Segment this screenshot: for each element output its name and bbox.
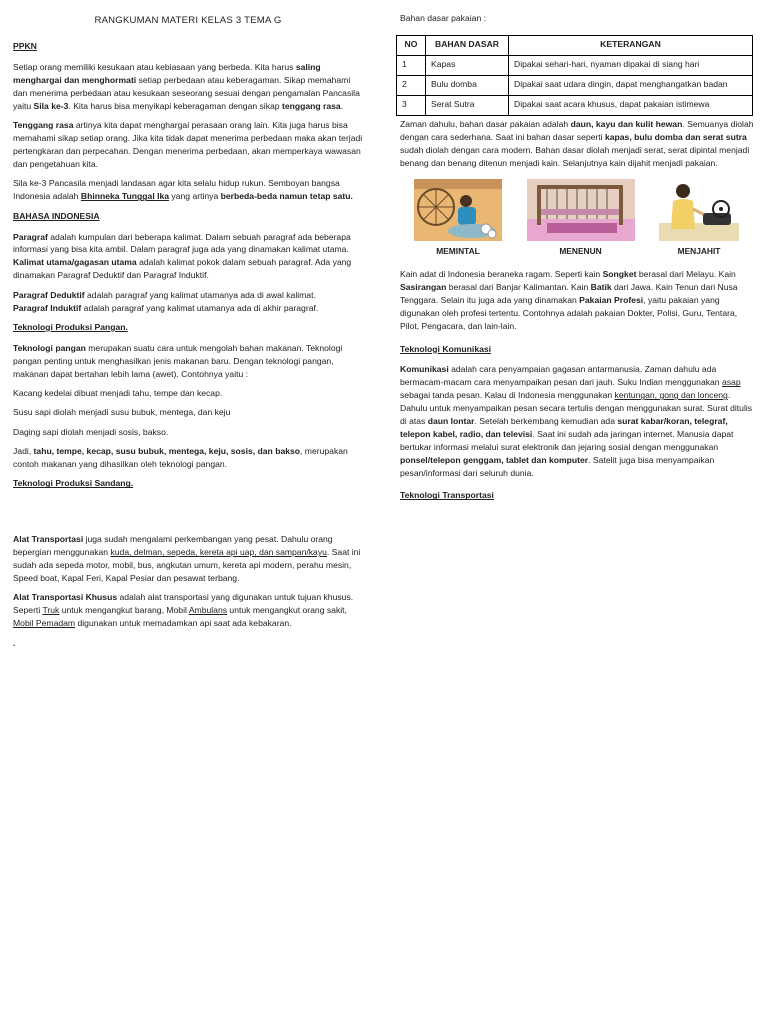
illustration-menenun bbox=[527, 179, 635, 258]
pangan-heading: Teknologi Produksi Pangan. bbox=[13, 321, 128, 332]
process-illustrations bbox=[414, 179, 739, 258]
table-cell: Dipakai saat acara khusus, dapat pakaian istimewa bbox=[509, 95, 753, 115]
sandang-heading: Teknologi Produksi Sandang. bbox=[13, 478, 134, 489]
table-cell: Dipakai sehari-hari, nyaman dipakai di siang hari bbox=[509, 55, 753, 75]
table-header-row bbox=[397, 35, 753, 55]
transport-paragraph-2: Alat Transportasi Khusus adalah alat transportasi yang digunakan untuk tujuan khusus. Seperti Truk untuk mengangkut barang, Mobil Ambulans untuk mengangkut orang sakit, Mobil Pemadam digunakan untuk memadamkan api saat ada kebakaran. bbox=[13, 592, 354, 629]
bahan-paragraph-1: Zaman dahulu, bahan dasar pakaian adalah daun, kayu dan kulit hewan. Semuanya diolah dengan cara sederhana. Saat ini bahan dasar seperti kapas, bulu domba dan serat sutra sudah diolah dengan cara modern. Bahan dasar diolah menjadi serat, serat dipintal menjadi benang dan benang ditenun menjadi kain. Selanjutnya kain dijahit menjadi pakaian. bbox=[400, 118, 754, 168]
table-cell: Kapas bbox=[426, 55, 509, 75]
table-row bbox=[397, 95, 753, 115]
caption-memintal: MEMINTAL bbox=[436, 246, 480, 257]
left-column bbox=[13, 12, 363, 649]
pangan-example-3: Daging sapi diolah menjadi sosis, bakso. bbox=[13, 426, 169, 437]
pangan-paragraph-2: Jadi, tahu, tempe, kecap, susu bubuk, mentega, keju, sosis, dan bakso, merupakan contoh makanan yang dihasilkan oleh teknologi pangan. bbox=[13, 446, 348, 470]
pangan-example-2: Susu sapi diolah menjadi susu bubuk, mentega, dan keju bbox=[13, 407, 231, 418]
komunikasi-paragraph: Komunikasi adalah cara penyampaian gagasan antarmanusia. Zaman dahulu ada bermacam-macam cara menyampaikan pesan dari jauh. Suku Indian menggunakan asap sebagai tanda pesan. Kalau di Indonesia menggunakan kentungan, gong dan lonceng. Dahulu untuk menyampaikan pesan secara tertulis dengan menggunakan surat. Surat ditulis di atas daun lontar. Setelah berkembang kemudian ada surat kabar/koran, telegraf, telepon kabel, radio, dan televisi. Saat ini sudah ada jaringan internet. Manusia dapat bertukar informasi melalui surat elektronik dan jejaring sosial dengan menggunakan ponsel/telepon genggam, tablet dan komputer. Satelit juga bisa menyampaikan pesan/informasi dari seluruh dunia. bbox=[400, 364, 753, 478]
pangan-example-1: Kacang kedelai dibuat menjadi tahu, tempe dan kecap. bbox=[13, 387, 223, 398]
illustration-memintal bbox=[414, 179, 502, 258]
bahasa-paragraph-2: Paragraf Deduktif adalah paragraf yang kalimat utamanya ada di awal kalimat. Paragraf Induktif adalah paragraf yang kalimat utamanya ada di akhir paragraf. bbox=[13, 289, 319, 313]
table-header-no: NO bbox=[397, 35, 426, 55]
ppkn-paragraph-1: Setiap orang memiliki kesukaan atau kebiasaan yang berbeda. Kita harus saling menghargai dan menghormati setiap perbedaan atau keberagaman. Sikap memahami dan menerima perbedaan atau kesukaan seseorang sesuai dengan pengamalan Pancasila yaitu Sila ke-3. Kita harus bisa menyikapi keberagaman dengan sikap tenggang rasa. bbox=[13, 62, 360, 111]
bahan-table bbox=[396, 35, 753, 116]
right-column bbox=[400, 12, 755, 510]
table-row bbox=[397, 75, 753, 95]
table-header-keterangan: KETERANGAN bbox=[509, 35, 753, 55]
pangan-paragraph-1: Teknologi pangan merupakan suatu cara untuk mengolah bahan makanan. Teknologi pangan penting untuk menghasilkan jenis makanan baru. Dengan teknologi pangan, makanan dapat bertahan lebih lama (awet). Contohnya yaitu : bbox=[13, 342, 343, 379]
page-title: RANGKUMAN MATERI KELAS 3 TEMA G bbox=[94, 15, 282, 26]
transport-paragraph-1: Alat Transportasi juga sudah mengalami perkembangan yang pesat. Dahulu orang bepergian menggunakan kuda, delman, sepeda, kereta api uap, dan sampan/kayu. Saat ini sudah ada sepeda motor, mobil, bus, angkutan umum, kereta api modern, perahu mesin, Speed boat, Kapal Feri, Kapal Pesiar dan pesawat terbang. bbox=[13, 534, 361, 583]
table-header-bahan: BAHAN DASAR bbox=[426, 35, 509, 55]
table-cell: 3 bbox=[397, 95, 426, 115]
bahan-paragraph-2: Kain adat di Indonesia beraneka ragam. Seperti kain Songket berasal dari Melayu. Kain Sasirangan berasal dari Banjar Kalimantan. Kain Batik dari Jawa. Kain Tenun dari Nusa Tenggara. Selain itu juga ada yang dinamakan Pakaian Profesi, yaitu pakaian yang digunakan oleh profesi tertentu. Contohnya adalah pakaian Dokter, Polisi, Guru, Tentara, Pilot, Pengacara, dan lain-lain. bbox=[400, 269, 738, 331]
bahasa-heading: BAHASA INDONESIA bbox=[13, 210, 100, 221]
ppkn-heading: PPKN bbox=[13, 41, 37, 52]
bahan-intro: Bahan dasar pakaian : bbox=[400, 13, 487, 23]
ppkn-paragraph-3: Sila ke-3 Pancasila menjadi landasan agar kita selalu hidup rukun. Semboyan bangsa Indonesia adalah Bhinneka Tunggal Ika yang artinya berbeda-beda namun tetap satu. bbox=[13, 178, 353, 202]
transportasi-heading: Teknologi Transportasi bbox=[400, 490, 494, 501]
caption-menenun: MENENUN bbox=[559, 246, 602, 257]
stray-dot: . bbox=[13, 637, 16, 648]
loom-illustration bbox=[527, 179, 635, 241]
illustration-menjahit bbox=[659, 179, 739, 258]
table-row bbox=[397, 55, 753, 75]
table-cell: 1 bbox=[397, 55, 426, 75]
sewing-illustration bbox=[659, 179, 739, 241]
table-cell: 2 bbox=[397, 75, 426, 95]
table-cell: Bulu domba bbox=[426, 75, 509, 95]
bahasa-paragraph-1: Paragraf adalah kumpulan dari beberapa kalimat. Dalam sebuah paragraf ada beberapa informasi yang bisa kita ambil. Dalam paragraf juga ada yang dinamakan kalimat utama. Kalimat utama/gagasan utama adalah kalimat pokok dalam sebuah paragraf. Ada yang dinamakan Paragraf Deduktif dan Paragraf Induktif. bbox=[13, 231, 352, 281]
spinning-wheel-illustration bbox=[414, 179, 502, 241]
blank-spacer bbox=[13, 498, 363, 533]
table-cell: Dipakai saat udara dingin, dapat menghangatkan badan bbox=[509, 75, 753, 95]
caption-menjahit: MENJAHIT bbox=[677, 246, 721, 257]
komunikasi-heading: Teknologi Komunikasi bbox=[400, 343, 492, 354]
table-cell: Serat Sutra bbox=[426, 95, 509, 115]
ppkn-paragraph-2: Tenggang rasa artinya kita dapat menghargai perasaan orang lain. Kita juga harus bisa memahami sikap setiap orang. Jika kita tidak dapat menerima perbedaan maka akan terjadi pertengkaran dan perpecahan. Dengan menerima perbedaan, akan memperkaya wawasan dan pengetahuan kita. bbox=[13, 120, 363, 170]
